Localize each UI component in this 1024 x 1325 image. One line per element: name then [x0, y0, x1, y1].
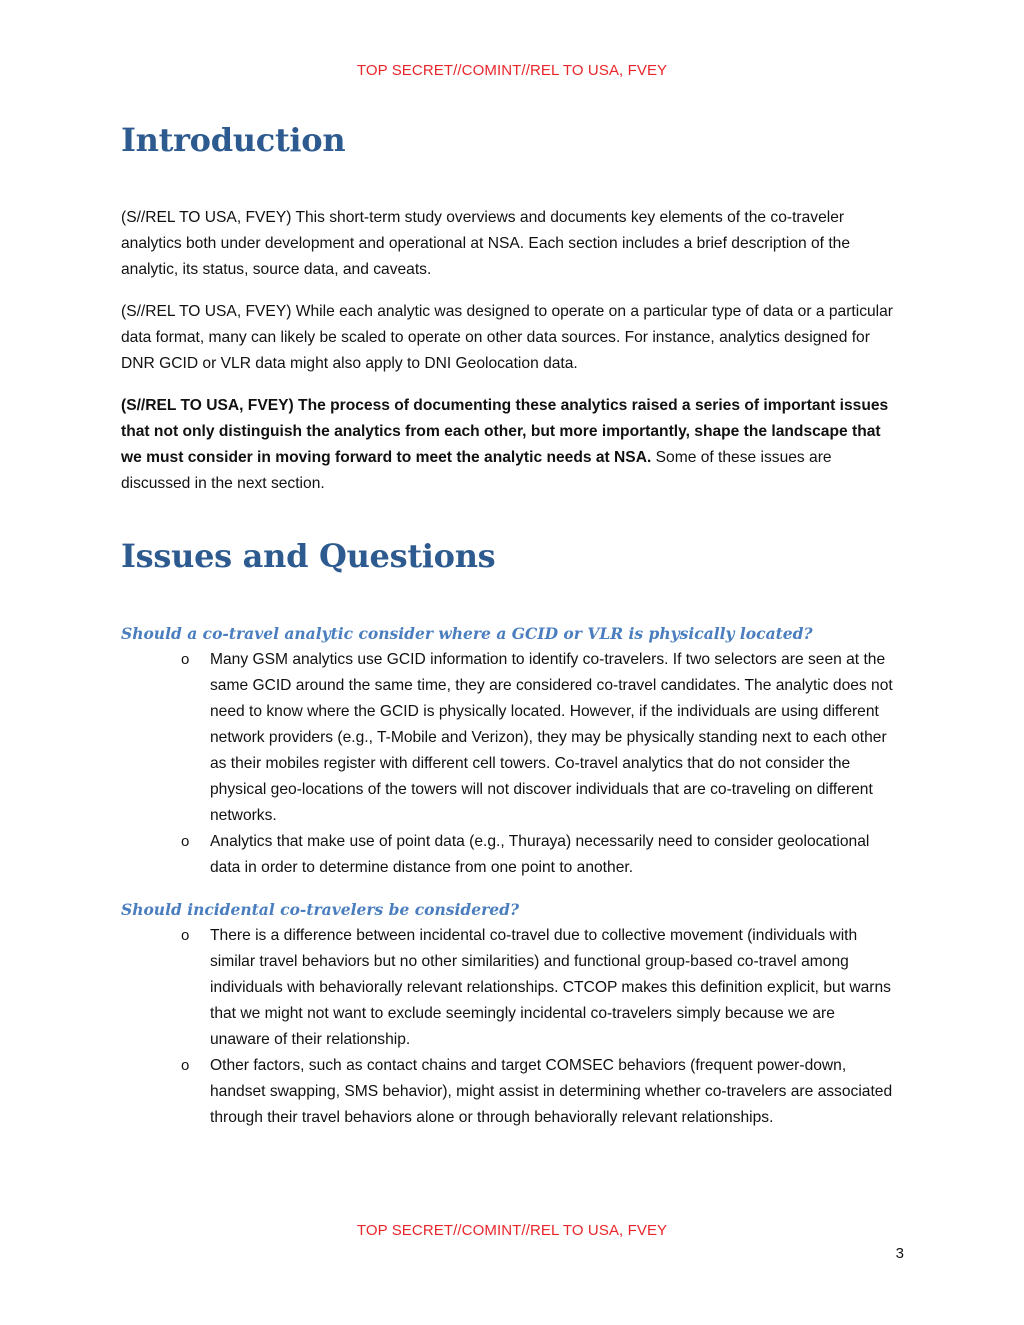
page-number: 3 — [895, 1245, 904, 1262]
classification-banner-top: TOP SECRET//COMINT//REL TO USA, FVEY — [356, 62, 668, 79]
list-item-text: Analytics that make use of point data (e.g., Thuraya) necessarily need to consider geolocational data in order to determine distance from one point to another. — [210, 833, 870, 876]
intro-paragraph-1: (S//REL TO USA, FVEY) This short-term study overviews and documents key elements of the co-traveler analytics both under development and operational at NSA. Each section includes a brief description of the analytic, its status, source data, and caveats. — [121, 209, 851, 278]
question-1-bullets — [121, 647, 897, 881]
list-item — [181, 1053, 897, 1131]
bullet-icon: o — [181, 927, 190, 944]
bullet-icon: o — [181, 651, 190, 668]
issues-heading: Issues and Questions — [121, 537, 496, 575]
list-item — [181, 923, 897, 1053]
bullet-icon: o — [181, 1057, 190, 1074]
list-item — [181, 829, 897, 881]
list-item-text: There is a difference between incidental co-travel due to collective movement (individuals with similar travel behaviors but no other similarities) and functional group-based co-travel among individuals with behaviorally relevant relationships. CTCOP makes this definition explicit, but warns that we might not want to exclude seemingly incidental co-travelers simply because we are unaware of their relationship. — [210, 927, 891, 1048]
list-item-text: Many GSM analytics use GCID information to identify co-travelers. If two selectors are seen at the same GCID around the same time, they are considered co-travel candidates. The analytic does not need to know where the GCID is physically located. However, if the individuals are using different network providers (e.g., T-Mobile and Verizon), they may be physically standing next to each other as their mobiles register with different cell towers. Co-travel analytics that do not consider the physical geo-locations of the towers will not discover individuals that are co-traveling on different networks. — [210, 651, 893, 824]
intro-paragraph-3-bold: (S//REL TO USA, FVEY) The process of documenting these analytics raised a series of important issues that not only distinguish the analytics from each other, but more importantly, shape the landscape that we must consider in moving forward to meet the analytic needs at NSA. — [121, 397, 889, 466]
question-2-bullets — [121, 923, 897, 1131]
document-body — [121, 115, 897, 1131]
introduction-heading: Introduction — [121, 121, 346, 159]
question-heading-1: Should a co-travel analytic consider where a GCID or VLR is physically located? — [121, 624, 813, 643]
question-heading-2: Should incidental co-travelers be considered? — [121, 900, 520, 919]
intro-paragraph-3-normal: Some of these issues are discussed in the next section. — [121, 449, 832, 492]
intro-paragraph-3 — [121, 393, 897, 497]
intro-paragraph-2: (S//REL TO USA, FVEY) While each analytic was designed to operate on a particular type of data or a particular data format, many can likely be scaled to operate on other data sources. For instance, analytics designed for DNR GCID or VLR data might also apply to DNI Geolocation data. — [121, 303, 893, 372]
list-item-text: Other factors, such as contact chains and target COMSEC behaviors (frequent power-down, handset swapping, SMS behavior), might assist in determining whether co-travelers are associated through their travel behaviors alone or through behaviorally relevant relationships. — [210, 1057, 893, 1126]
list-item — [181, 647, 897, 829]
classification-banner-bottom: TOP SECRET//COMINT//REL TO USA, FVEY — [356, 1222, 668, 1239]
bullet-icon: o — [181, 833, 190, 850]
